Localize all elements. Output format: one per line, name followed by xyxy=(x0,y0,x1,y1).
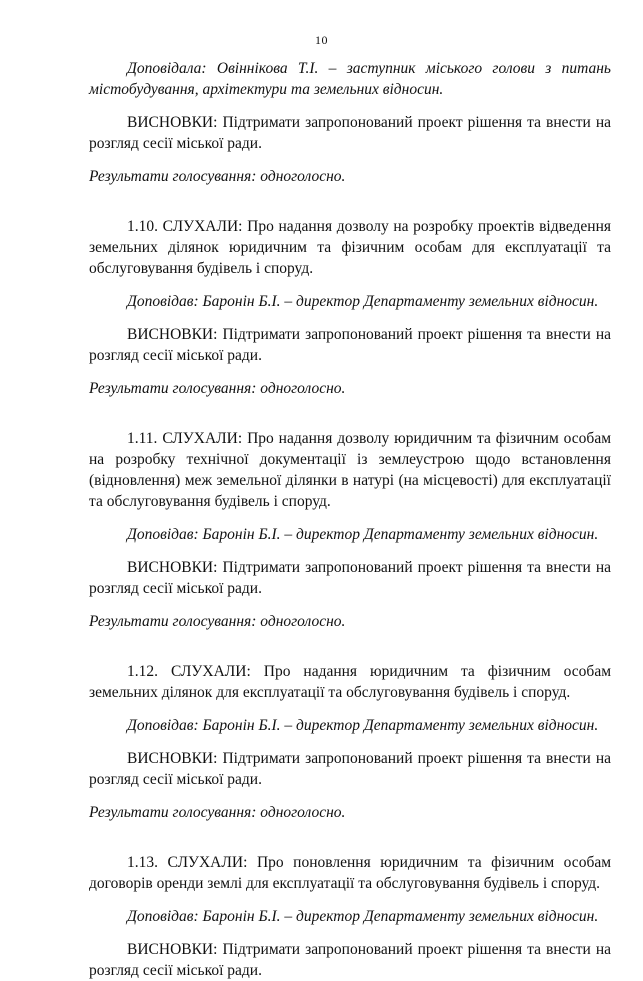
conclusion-paragraph xyxy=(89,939,611,981)
heard-label: 1.11. СЛУХАЛИ: xyxy=(127,430,243,447)
conclusion-text: Підтримати запропонований проект рішення та внести на розгляд сесії міської ради. xyxy=(89,114,612,152)
conclusion-text: Підтримати запропонований проект рішення та внести на розгляд сесії міської ради. xyxy=(89,559,612,597)
conclusion-paragraph xyxy=(89,112,611,154)
page-number: 10 xyxy=(315,33,328,47)
speaker-line: Доповідала: Овіннікова Т.І. – заступник міського голови з питань містобудування, архітектури та земельних відносин. xyxy=(89,60,611,98)
speaker-line: Доповідав: Баронін Б.І. – директор Департаменту земельних відносин. xyxy=(127,908,599,925)
speaker-line: Доповідав: Баронін Б.І. – директор Департаменту земельних відносин. xyxy=(127,717,599,734)
conclusion-paragraph xyxy=(89,557,611,599)
heard-text: Про поновлення юридичним та фізичним особам договорів оренди землі для експлуатації та обслуговування будівель і споруд. xyxy=(89,854,612,892)
heard-paragraph xyxy=(89,661,611,703)
vote-result: Результати голосування: одноголосно. xyxy=(89,804,346,821)
vote-result: Результати голосування: одноголосно. xyxy=(89,168,346,185)
heard-label: 1.13. СЛУХАЛИ: xyxy=(127,854,248,871)
speaker-line: Доповідав: Баронін Б.І. – директор Департаменту земельних відносин. xyxy=(127,293,599,310)
heard-label: 1.12. СЛУХАЛИ: xyxy=(127,663,251,680)
conclusion-text: Підтримати запропонований проект рішення та внести на розгляд сесії міської ради. xyxy=(89,941,612,979)
heard-paragraph xyxy=(89,852,611,894)
conclusion-label: ВИСНОВКИ: xyxy=(127,941,218,958)
heard-label: 1.10. СЛУХАЛИ: xyxy=(127,218,243,235)
vote-result: Результати голосування: одноголосно. xyxy=(89,613,346,630)
heard-paragraph xyxy=(89,216,611,279)
heard-paragraph xyxy=(89,428,611,512)
conclusion-label: ВИСНОВКИ: xyxy=(127,114,218,131)
heard-text: Про надання дозволу юридичним та фізичним особам на розробку технічної документації із землеустрою щодо встановлення (відновлення) меж земельної ділянки в натурі (на місцевості) для експлуатації та обслуговування будівель і споруд. xyxy=(89,430,612,510)
conclusion-text: Підтримати запропонований проект рішення та внести на розгляд сесії міської ради. xyxy=(89,326,612,364)
conclusion-paragraph xyxy=(89,748,611,790)
conclusion-text: Підтримати запропонований проект рішення та внести на розгляд сесії міської ради. xyxy=(89,750,612,788)
heard-text: Про надання дозволу на розробку проектів відведення земельних ділянок юридичним та фізичним особам для експлуатації та обслуговування будівель і споруд. xyxy=(89,218,612,277)
heard-text: Про надання юридичним та фізичним особам земельних ділянок для експлуатації та обслуговування будівель і споруд. xyxy=(89,663,612,701)
conclusion-label: ВИСНОВКИ: xyxy=(127,559,218,576)
conclusion-label: ВИСНОВКИ: xyxy=(127,750,218,767)
conclusion-label: ВИСНОВКИ: xyxy=(127,326,218,343)
conclusion-paragraph xyxy=(89,324,611,366)
vote-result: Результати голосування: одноголосно. xyxy=(89,380,346,397)
document-body xyxy=(89,58,611,981)
speaker-line: Доповідав: Баронін Б.І. – директор Департаменту земельних відносин. xyxy=(127,526,599,543)
